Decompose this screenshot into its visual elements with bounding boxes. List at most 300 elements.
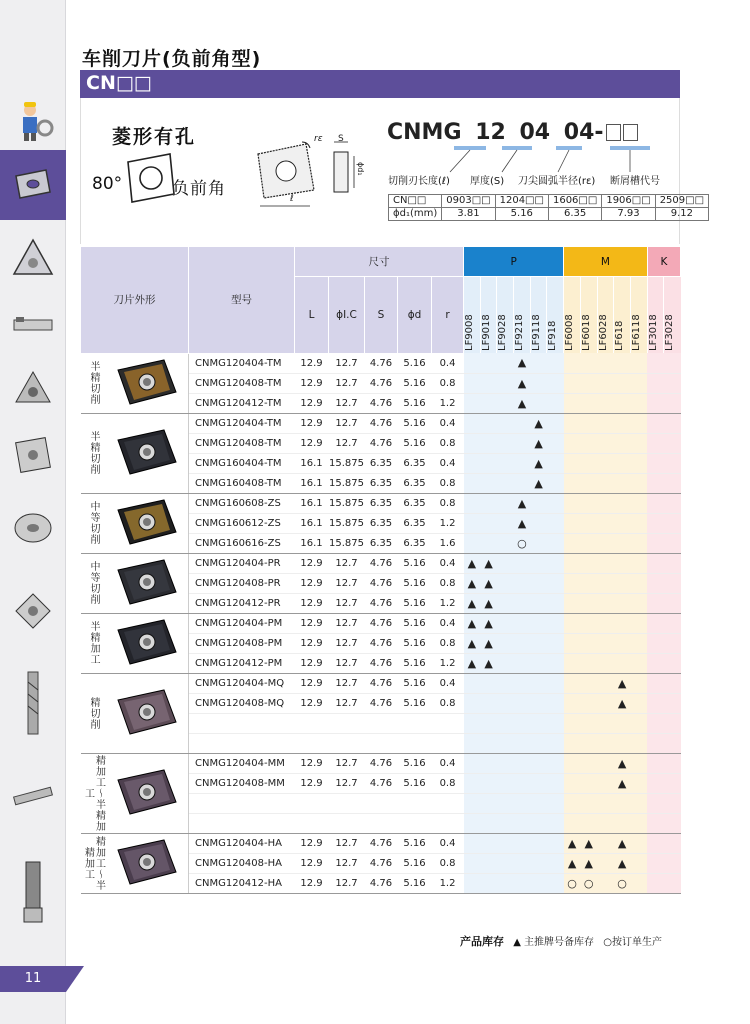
grade-mark-cell	[647, 613, 664, 633]
grade-mark-cell: ▲	[614, 693, 631, 713]
grade-mark-cell	[464, 733, 481, 753]
model-cell: CNMG160616-ZS	[189, 533, 295, 553]
grade-header	[530, 277, 547, 354]
angle-note: 负前角	[172, 179, 226, 199]
dim-cell	[329, 793, 365, 813]
ic-size-table	[388, 194, 709, 221]
grade-mark-cell	[614, 473, 631, 493]
hole-dia-cell: 3.81	[442, 208, 495, 221]
grade-mark-cell	[530, 813, 547, 833]
dim-cell: 6.35	[398, 513, 432, 533]
dim-cell: 0.4	[432, 673, 464, 693]
dim-cell: 0.8	[432, 373, 464, 393]
dim-cell: 16.1	[295, 453, 329, 473]
grade-mark-cell	[530, 853, 547, 873]
grade-mark-cell	[564, 813, 581, 833]
grade-mark-cell	[464, 713, 481, 733]
rhombic-insert-icon[interactable]	[10, 162, 56, 208]
dim-cell: 4.76	[365, 373, 398, 393]
grade-mark-cell	[597, 633, 614, 653]
table-row	[81, 353, 681, 373]
grade-mark-cell	[647, 673, 664, 693]
grade-mark-cell: ▲	[480, 553, 497, 573]
grade-mark-cell	[580, 613, 597, 633]
dim-cell: 5.16	[398, 553, 432, 573]
grade-mark-cell	[497, 753, 514, 773]
grade-mark-cell	[564, 413, 581, 433]
dim-cell: 12.9	[295, 593, 329, 613]
grade-mark-cell	[497, 513, 514, 533]
grade-mark-cell	[547, 853, 564, 873]
grade-mark-cell	[464, 813, 481, 833]
grade-mark-cell	[514, 793, 531, 813]
code-part-shape: CNMG	[387, 120, 462, 145]
grade-header	[564, 277, 581, 354]
grade-mark-cell	[497, 653, 514, 673]
dim-cell: 6.35	[398, 533, 432, 553]
grade-mark-cell	[497, 873, 514, 893]
grade-mark-cell	[614, 633, 631, 653]
grade-mark-cell	[497, 573, 514, 593]
grade-mark-cell	[497, 473, 514, 493]
dim-cell: 12.9	[295, 773, 329, 793]
grade-mark-cell	[480, 533, 497, 553]
grade-mark-cell	[630, 753, 647, 773]
category-cell	[81, 673, 107, 753]
grade-mark-cell	[580, 673, 597, 693]
dim-label-r: rε	[314, 134, 323, 144]
grade-mark-cell	[497, 493, 514, 513]
dim-cell	[432, 733, 464, 753]
dim-cell: 4.76	[365, 873, 398, 893]
drill-icon[interactable]	[10, 668, 56, 738]
insert-spec-table	[80, 246, 680, 894]
ic-size-cell: 1606□□	[548, 195, 601, 208]
grade-mark-cell	[497, 833, 514, 853]
dim-cell: 15.875	[329, 453, 365, 473]
dim-cell	[329, 713, 365, 733]
grade-mark-cell	[647, 793, 664, 813]
grade-mark-cell	[547, 573, 564, 593]
code-part-length: 12	[475, 120, 506, 145]
table-row	[81, 613, 681, 633]
round-insert-icon[interactable]	[10, 504, 56, 550]
dim-cell: 0.4	[432, 413, 464, 433]
dim-cell	[432, 813, 464, 833]
dim-cell	[365, 733, 398, 753]
grade-mark-cell	[580, 793, 597, 813]
grade-mark-cell	[480, 353, 497, 373]
grade-mark-cell	[530, 833, 547, 853]
legend-order: ○按订单生产	[603, 937, 662, 948]
dim-cell: 12.9	[295, 393, 329, 413]
dim-cell: 6.35	[365, 453, 398, 473]
insert-image-cell	[107, 673, 189, 753]
grade-mark-cell	[547, 613, 564, 633]
grade-mark-cell	[614, 453, 631, 473]
dim-cell: 0.8	[432, 633, 464, 653]
section-bar	[80, 70, 680, 98]
grade-mark-cell	[514, 413, 531, 433]
grade-mark-cell	[597, 373, 614, 393]
model-cell: CNMG120408-TM	[189, 373, 295, 393]
grade-mark-cell: ○	[580, 873, 597, 893]
dim-cell: 5.16	[398, 653, 432, 673]
grade-mark-cell	[630, 433, 647, 453]
boring-bar-icon[interactable]	[10, 772, 56, 818]
grade-mark-cell	[647, 453, 664, 473]
dim-cell: 12.7	[329, 593, 365, 613]
grade-mark-cell	[464, 833, 481, 853]
category-label: 精切削	[88, 696, 99, 730]
grade-header	[664, 277, 681, 354]
dim-cell	[432, 713, 464, 733]
grade-mark-cell	[580, 453, 597, 473]
grade-mark-cell	[547, 553, 564, 573]
grade-mark-cell	[614, 573, 631, 593]
grade-mark-cell	[647, 853, 664, 873]
grade-mark-cell	[547, 593, 564, 613]
grade-header	[630, 277, 647, 354]
grade-mark-cell	[530, 673, 547, 693]
dim-cell: 12.9	[295, 413, 329, 433]
grade-header	[647, 277, 664, 354]
dim-cell: 4.76	[365, 653, 398, 673]
grade-mark-cell	[664, 413, 681, 433]
grade-mark-cell	[547, 833, 564, 853]
grade-label: LF9028	[497, 314, 509, 351]
dim-cell: 12.9	[295, 353, 329, 373]
grade-mark-cell	[580, 473, 597, 493]
grade-mark-cell	[530, 693, 547, 713]
grade-mark-cell	[647, 733, 664, 753]
grade-mark-cell	[514, 833, 531, 853]
grade-mark-cell	[664, 833, 681, 853]
grade-mark-cell	[614, 613, 631, 633]
dim-cell: 12.9	[295, 433, 329, 453]
grade-mark-cell	[497, 693, 514, 713]
grade-mark-cell	[580, 533, 597, 553]
dim-cell: 16.1	[295, 473, 329, 493]
dim-cell	[365, 793, 398, 813]
grade-mark-cell	[630, 733, 647, 753]
insert-image-cell	[107, 493, 189, 553]
grade-mark-cell	[614, 813, 631, 833]
grade-mark-cell	[530, 633, 547, 653]
grade-mark-cell	[630, 793, 647, 813]
grade-mark-cell	[647, 813, 664, 833]
grade-mark-cell	[497, 453, 514, 473]
table-row	[81, 553, 681, 573]
grade-mark-cell	[614, 733, 631, 753]
dim-cell: 0.8	[432, 853, 464, 873]
grade-mark-cell	[580, 713, 597, 733]
grade-mark-cell	[630, 373, 647, 393]
grade-mark-cell	[630, 653, 647, 673]
grade-mark-cell	[580, 653, 597, 673]
code-leader-lines	[440, 146, 660, 174]
grade-mark-cell	[564, 653, 581, 673]
dim-cell: 0.8	[432, 773, 464, 793]
grade-mark-cell	[664, 433, 681, 453]
grade-mark-cell: ▲	[580, 833, 597, 853]
dim-cell: 12.7	[329, 773, 365, 793]
ic-size-cell: 2509□□	[655, 195, 708, 208]
grade-mark-cell	[630, 873, 647, 893]
category-label: 精加工～半精加工	[82, 754, 105, 832]
grade-mark-cell	[497, 793, 514, 813]
grade-mark-cell	[564, 433, 581, 453]
grade-mark-cell	[464, 493, 481, 513]
grade-mark-cell	[597, 593, 614, 613]
ic-size-label: CN□□	[389, 195, 442, 208]
grade-mark-cell	[664, 593, 681, 613]
dim-cell: 1.2	[432, 393, 464, 413]
grade-mark-cell	[480, 713, 497, 733]
grade-mark-cell	[514, 593, 531, 613]
code-box	[606, 124, 621, 141]
grade-mark-cell	[514, 693, 531, 713]
grade-mark-cell	[664, 473, 681, 493]
dim-cell: 1.6	[432, 533, 464, 553]
grade-mark-cell	[580, 393, 597, 413]
grade-mark-cell: ○	[514, 533, 531, 553]
grade-mark-cell	[664, 853, 681, 873]
grade-mark-cell	[530, 733, 547, 753]
worker-icon[interactable]	[10, 98, 56, 144]
page-number: 11	[0, 966, 66, 992]
group-p-header: P	[464, 247, 564, 277]
grade-mark-cell	[597, 873, 614, 893]
dim-cell: 1.2	[432, 653, 464, 673]
parting-tool-icon[interactable]	[10, 302, 56, 348]
grade-mark-cell	[564, 713, 581, 733]
category-label: 半精切削	[88, 431, 99, 475]
category-label: 半精切削	[88, 361, 99, 405]
grade-mark-cell	[597, 813, 614, 833]
grade-mark-cell	[597, 553, 614, 573]
col-model-header: 型号	[189, 247, 295, 354]
dim-cell: 4.76	[365, 633, 398, 653]
square-insert-icon[interactable]	[10, 432, 56, 478]
grade-mark-cell: ▲	[530, 433, 547, 453]
grade-mark-cell	[514, 573, 531, 593]
shape-name: 菱形有孔	[112, 126, 197, 148]
milling-insert-icon[interactable]	[10, 588, 56, 634]
grade-mark-cell	[547, 393, 564, 413]
dim-cell: 0.8	[432, 473, 464, 493]
grade-mark-cell	[514, 453, 531, 473]
grade-mark-cell	[630, 493, 647, 513]
category-label: 精加工～半精加工	[82, 835, 105, 891]
grade-mark-cell	[530, 793, 547, 813]
indexable-drill-icon[interactable]	[10, 858, 56, 928]
threading-insert-icon[interactable]	[10, 366, 56, 412]
insert-image-cell	[107, 353, 189, 413]
grade-mark-cell	[480, 433, 497, 453]
grade-mark-cell: ▲	[564, 833, 581, 853]
dim-cell: 4.76	[365, 433, 398, 453]
grade-mark-cell	[630, 573, 647, 593]
grade-mark-cell	[664, 373, 681, 393]
insert-image-cell	[107, 613, 189, 673]
category-cell	[81, 613, 107, 673]
grade-mark-cell	[564, 353, 581, 373]
dim-cell: 15.875	[329, 493, 365, 513]
grade-mark-cell	[647, 833, 664, 853]
grade-mark-cell: ▲	[464, 553, 481, 573]
insert-photo-icon	[112, 556, 182, 608]
model-cell: CNMG160608-ZS	[189, 493, 295, 513]
grade-mark-cell	[497, 413, 514, 433]
model-cell: CNMG160612-ZS	[189, 513, 295, 533]
grade-mark-cell	[664, 513, 681, 533]
dim-cell: 4.76	[365, 773, 398, 793]
dim-cell: 15.875	[329, 533, 365, 553]
grade-mark-cell	[464, 673, 481, 693]
grade-mark-cell	[647, 753, 664, 773]
grade-mark-cell	[597, 773, 614, 793]
grade-mark-cell	[664, 633, 681, 653]
grade-mark-cell	[580, 573, 597, 593]
model-cell: CNMG120412-TM	[189, 393, 295, 413]
grade-mark-cell	[664, 493, 681, 513]
grade-mark-cell	[664, 353, 681, 373]
grade-mark-cell	[647, 373, 664, 393]
dim-cell: 0.4	[432, 453, 464, 473]
page-title: 车削刀片(负前角型)	[82, 48, 262, 70]
insert-dimension-diagram	[250, 132, 366, 214]
grade-mark-cell	[597, 673, 614, 693]
grade-mark-cell	[630, 473, 647, 493]
dim-cell	[329, 733, 365, 753]
grade-mark-cell	[497, 853, 514, 873]
grade-mark-cell	[564, 793, 581, 813]
dim-cell: 5.16	[398, 393, 432, 413]
grade-mark-cell	[580, 413, 597, 433]
category-cell	[81, 753, 107, 833]
grade-mark-cell	[530, 593, 547, 613]
grade-mark-cell	[580, 693, 597, 713]
trigon-insert-icon[interactable]	[10, 236, 56, 282]
grade-mark-cell	[630, 773, 647, 793]
grade-mark-cell	[597, 393, 614, 413]
dim-cell: 5.16	[398, 573, 432, 593]
dim-cell: 5.16	[398, 873, 432, 893]
grade-mark-cell	[497, 773, 514, 793]
dim-cell: 5.16	[398, 853, 432, 873]
grade-mark-cell	[564, 693, 581, 713]
grade-mark-cell	[630, 673, 647, 693]
dim-cell: 1.2	[432, 593, 464, 613]
grade-mark-cell	[530, 553, 547, 573]
grade-mark-cell	[664, 533, 681, 553]
dim-cell: 12.7	[329, 873, 365, 893]
grade-mark-cell	[547, 513, 564, 533]
grade-mark-cell	[480, 393, 497, 413]
grade-mark-cell	[530, 373, 547, 393]
grade-mark-cell	[480, 733, 497, 753]
dim-cell: 0.4	[432, 833, 464, 853]
dim-cell: 4.76	[365, 393, 398, 413]
dim-cell: 0.4	[432, 613, 464, 633]
grade-mark-cell: ▲	[530, 473, 547, 493]
code-part-thickness: 04	[519, 120, 551, 145]
grade-mark-cell	[547, 793, 564, 813]
grade-mark-cell	[514, 553, 531, 573]
grade-mark-cell	[597, 573, 614, 593]
dim-cell: 12.9	[295, 613, 329, 633]
grade-mark-cell	[647, 533, 664, 553]
grade-mark-cell	[564, 733, 581, 753]
grade-mark-cell	[514, 813, 531, 833]
category-cell	[81, 553, 107, 613]
grade-mark-cell	[597, 693, 614, 713]
grade-mark-cell	[647, 553, 664, 573]
grade-mark-cell	[614, 533, 631, 553]
grade-mark-cell: ▲	[564, 853, 581, 873]
dim-cell: 12.7	[329, 693, 365, 713]
category-label: 中等切削	[88, 501, 99, 545]
grade-mark-cell	[564, 773, 581, 793]
grade-mark-cell	[547, 493, 564, 513]
dim-cell	[398, 813, 432, 833]
grade-mark-cell	[564, 473, 581, 493]
dim-cell	[365, 813, 398, 833]
grade-label: LF9218	[514, 314, 526, 351]
grade-mark-cell	[664, 393, 681, 413]
caption-chipbreaker: 断屑槽代号	[610, 176, 660, 187]
grade-mark-cell	[614, 593, 631, 613]
dim-cell: 15.875	[329, 473, 365, 493]
grade-mark-cell: ▲	[614, 753, 631, 773]
grade-mark-cell	[464, 433, 481, 453]
grade-mark-cell	[547, 453, 564, 473]
insert-photo-icon	[112, 766, 182, 818]
dim-cell: 5.16	[398, 433, 432, 453]
hole-dia-cell: 7.93	[602, 208, 655, 221]
grade-mark-cell	[630, 513, 647, 533]
grade-mark-cell	[664, 653, 681, 673]
grade-mark-cell	[514, 773, 531, 793]
grade-mark-cell	[630, 693, 647, 713]
insert-photo-icon	[112, 836, 182, 888]
grade-mark-cell: ▲	[464, 593, 481, 613]
grade-mark-cell	[547, 533, 564, 553]
dim-cell: 4.76	[365, 833, 398, 853]
dim-cell: 16.1	[295, 513, 329, 533]
category-cell	[81, 353, 107, 413]
grade-mark-cell	[580, 753, 597, 773]
grade-mark-cell: ▲	[480, 633, 497, 653]
dim-cell: 12.9	[295, 693, 329, 713]
grade-mark-cell	[464, 753, 481, 773]
grade-label: LF3018	[647, 314, 659, 351]
grade-mark-cell: ○	[564, 873, 581, 893]
dim-cell: 6.35	[398, 453, 432, 473]
grade-mark-cell: ▲	[514, 393, 531, 413]
grade-header	[464, 277, 481, 354]
dim-cell	[295, 713, 329, 733]
grade-mark-cell	[497, 613, 514, 633]
dim-cell: 5.16	[398, 773, 432, 793]
grade-header	[547, 277, 564, 354]
grade-mark-cell	[464, 473, 481, 493]
category-cell	[81, 493, 107, 553]
grade-label: LF918	[547, 320, 559, 351]
grade-mark-cell	[597, 353, 614, 373]
dim-cell: 12.9	[295, 853, 329, 873]
